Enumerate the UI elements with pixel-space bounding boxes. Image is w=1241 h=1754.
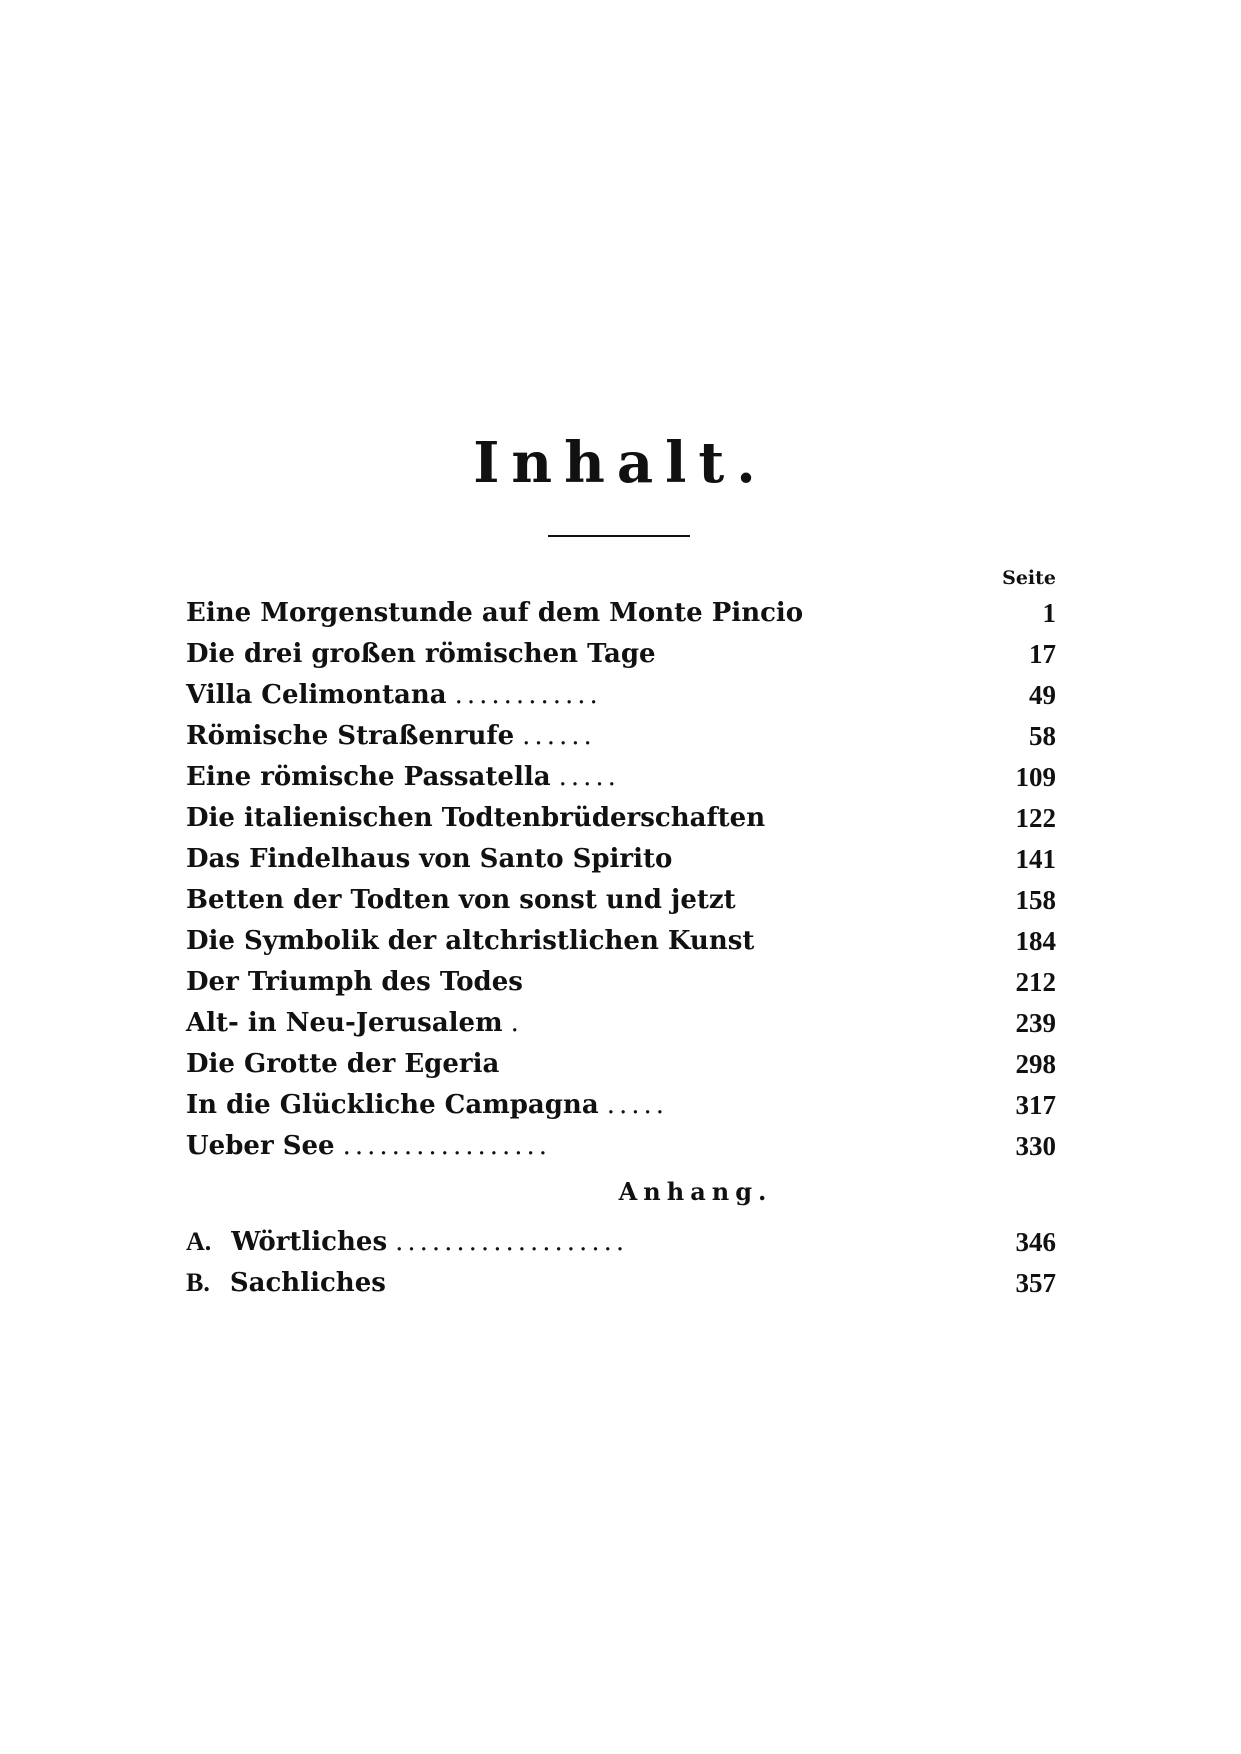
title-rule	[548, 535, 690, 537]
toc-entry-title: Eine römische Passatella	[186, 762, 551, 792]
toc-entry-title: Die italienischen Todtenbrüderschaften	[186, 803, 766, 833]
toc-entry[interactable]	[186, 1126, 1056, 1166]
toc-entry-leader: .................	[342, 1131, 552, 1161]
toc-entry-title: In die Glückliche Campagna	[186, 1090, 599, 1120]
toc-entry-leader: .....	[606, 1090, 669, 1120]
toc-entry-title: Das Findelhaus von Santo Spirito	[186, 844, 673, 874]
toc-entry-page: 49	[1029, 679, 1056, 710]
toc-entry-title: Römische Straßenrufe	[186, 721, 515, 751]
toc-entry[interactable]	[186, 962, 1056, 1002]
toc-entry[interactable]	[186, 798, 1056, 838]
toc-entry-title: Ueber See	[186, 1131, 335, 1161]
toc-entry[interactable]	[186, 1044, 1056, 1084]
toc-entry[interactable]	[186, 675, 1056, 715]
toc-entry-page: 330	[1015, 1130, 1056, 1161]
appendix-entry[interactable]	[186, 1222, 1056, 1262]
toc-entry-leader: ............	[454, 680, 602, 710]
appendix-entry-title: Wörtliches	[231, 1227, 388, 1257]
toc-entry-leader: .....	[558, 762, 620, 792]
toc-entry-page: 17	[1029, 638, 1056, 669]
toc-entry-page: 122	[1015, 802, 1056, 833]
toc-entry-title: Eine Morgenstunde auf dem Monte Pincio	[186, 598, 804, 628]
toc-entry[interactable]	[186, 839, 1056, 879]
appendix-entry[interactable]	[186, 1263, 1056, 1303]
appendix-entry-prefix: B.	[186, 1268, 210, 1297]
appendix-heading: Anhang.	[618, 1177, 773, 1206]
appendix-entry-page: 346	[1015, 1226, 1056, 1257]
toc-entry[interactable]	[186, 880, 1056, 920]
appendix-entry-page: 357	[1015, 1267, 1056, 1298]
toc-entry[interactable]	[186, 716, 1056, 756]
toc-entry-page: 158	[1015, 884, 1056, 915]
toc-entry-title: Alt- in Neu-Jerusalem	[186, 1008, 503, 1038]
toc-entry-leader: .	[510, 1008, 523, 1038]
toc-entry-page: 212	[1015, 966, 1056, 997]
toc-entry-title: Die drei großen römischen Tage	[186, 639, 656, 669]
appendix-entry-prefix: A.	[186, 1227, 212, 1256]
toc-entry[interactable]	[186, 757, 1056, 797]
toc-entry[interactable]	[186, 921, 1056, 961]
page-title: Inhalt.	[473, 430, 768, 496]
toc-entry[interactable]	[186, 1085, 1056, 1125]
toc-entry[interactable]	[186, 593, 1056, 633]
toc-entry-title: Der Triumph des Todes	[186, 967, 523, 997]
toc-entry[interactable]	[186, 634, 1056, 674]
toc-entry[interactable]	[186, 1003, 1056, 1043]
appendix-entry-title: Sachliches	[229, 1268, 386, 1298]
toc-entry-title: Betten der Todten von sonst und jetzt	[186, 885, 736, 915]
toc-entry-page: 141	[1015, 843, 1056, 874]
toc-entry-title: Die Grotte der Egeria	[186, 1049, 500, 1079]
toc-entry-page: 109	[1015, 761, 1056, 792]
toc-entry-page: 298	[1015, 1048, 1056, 1079]
toc-entry-title: Villa Celimontana	[186, 680, 447, 710]
toc-entry-page: 184	[1015, 925, 1056, 956]
toc-entry-page: 239	[1015, 1007, 1056, 1038]
page-column-header: Seite	[1002, 567, 1056, 589]
toc-entry-page: 1	[1042, 597, 1056, 628]
toc-entry-title: Die Symbolik der altchristlichen Kunst	[186, 926, 755, 956]
appendix-entry-leader: ...................	[395, 1227, 629, 1257]
toc-entry-page: 58	[1029, 720, 1056, 751]
toc-entry-leader: ......	[522, 721, 596, 751]
toc-entry-page: 317	[1015, 1089, 1056, 1120]
